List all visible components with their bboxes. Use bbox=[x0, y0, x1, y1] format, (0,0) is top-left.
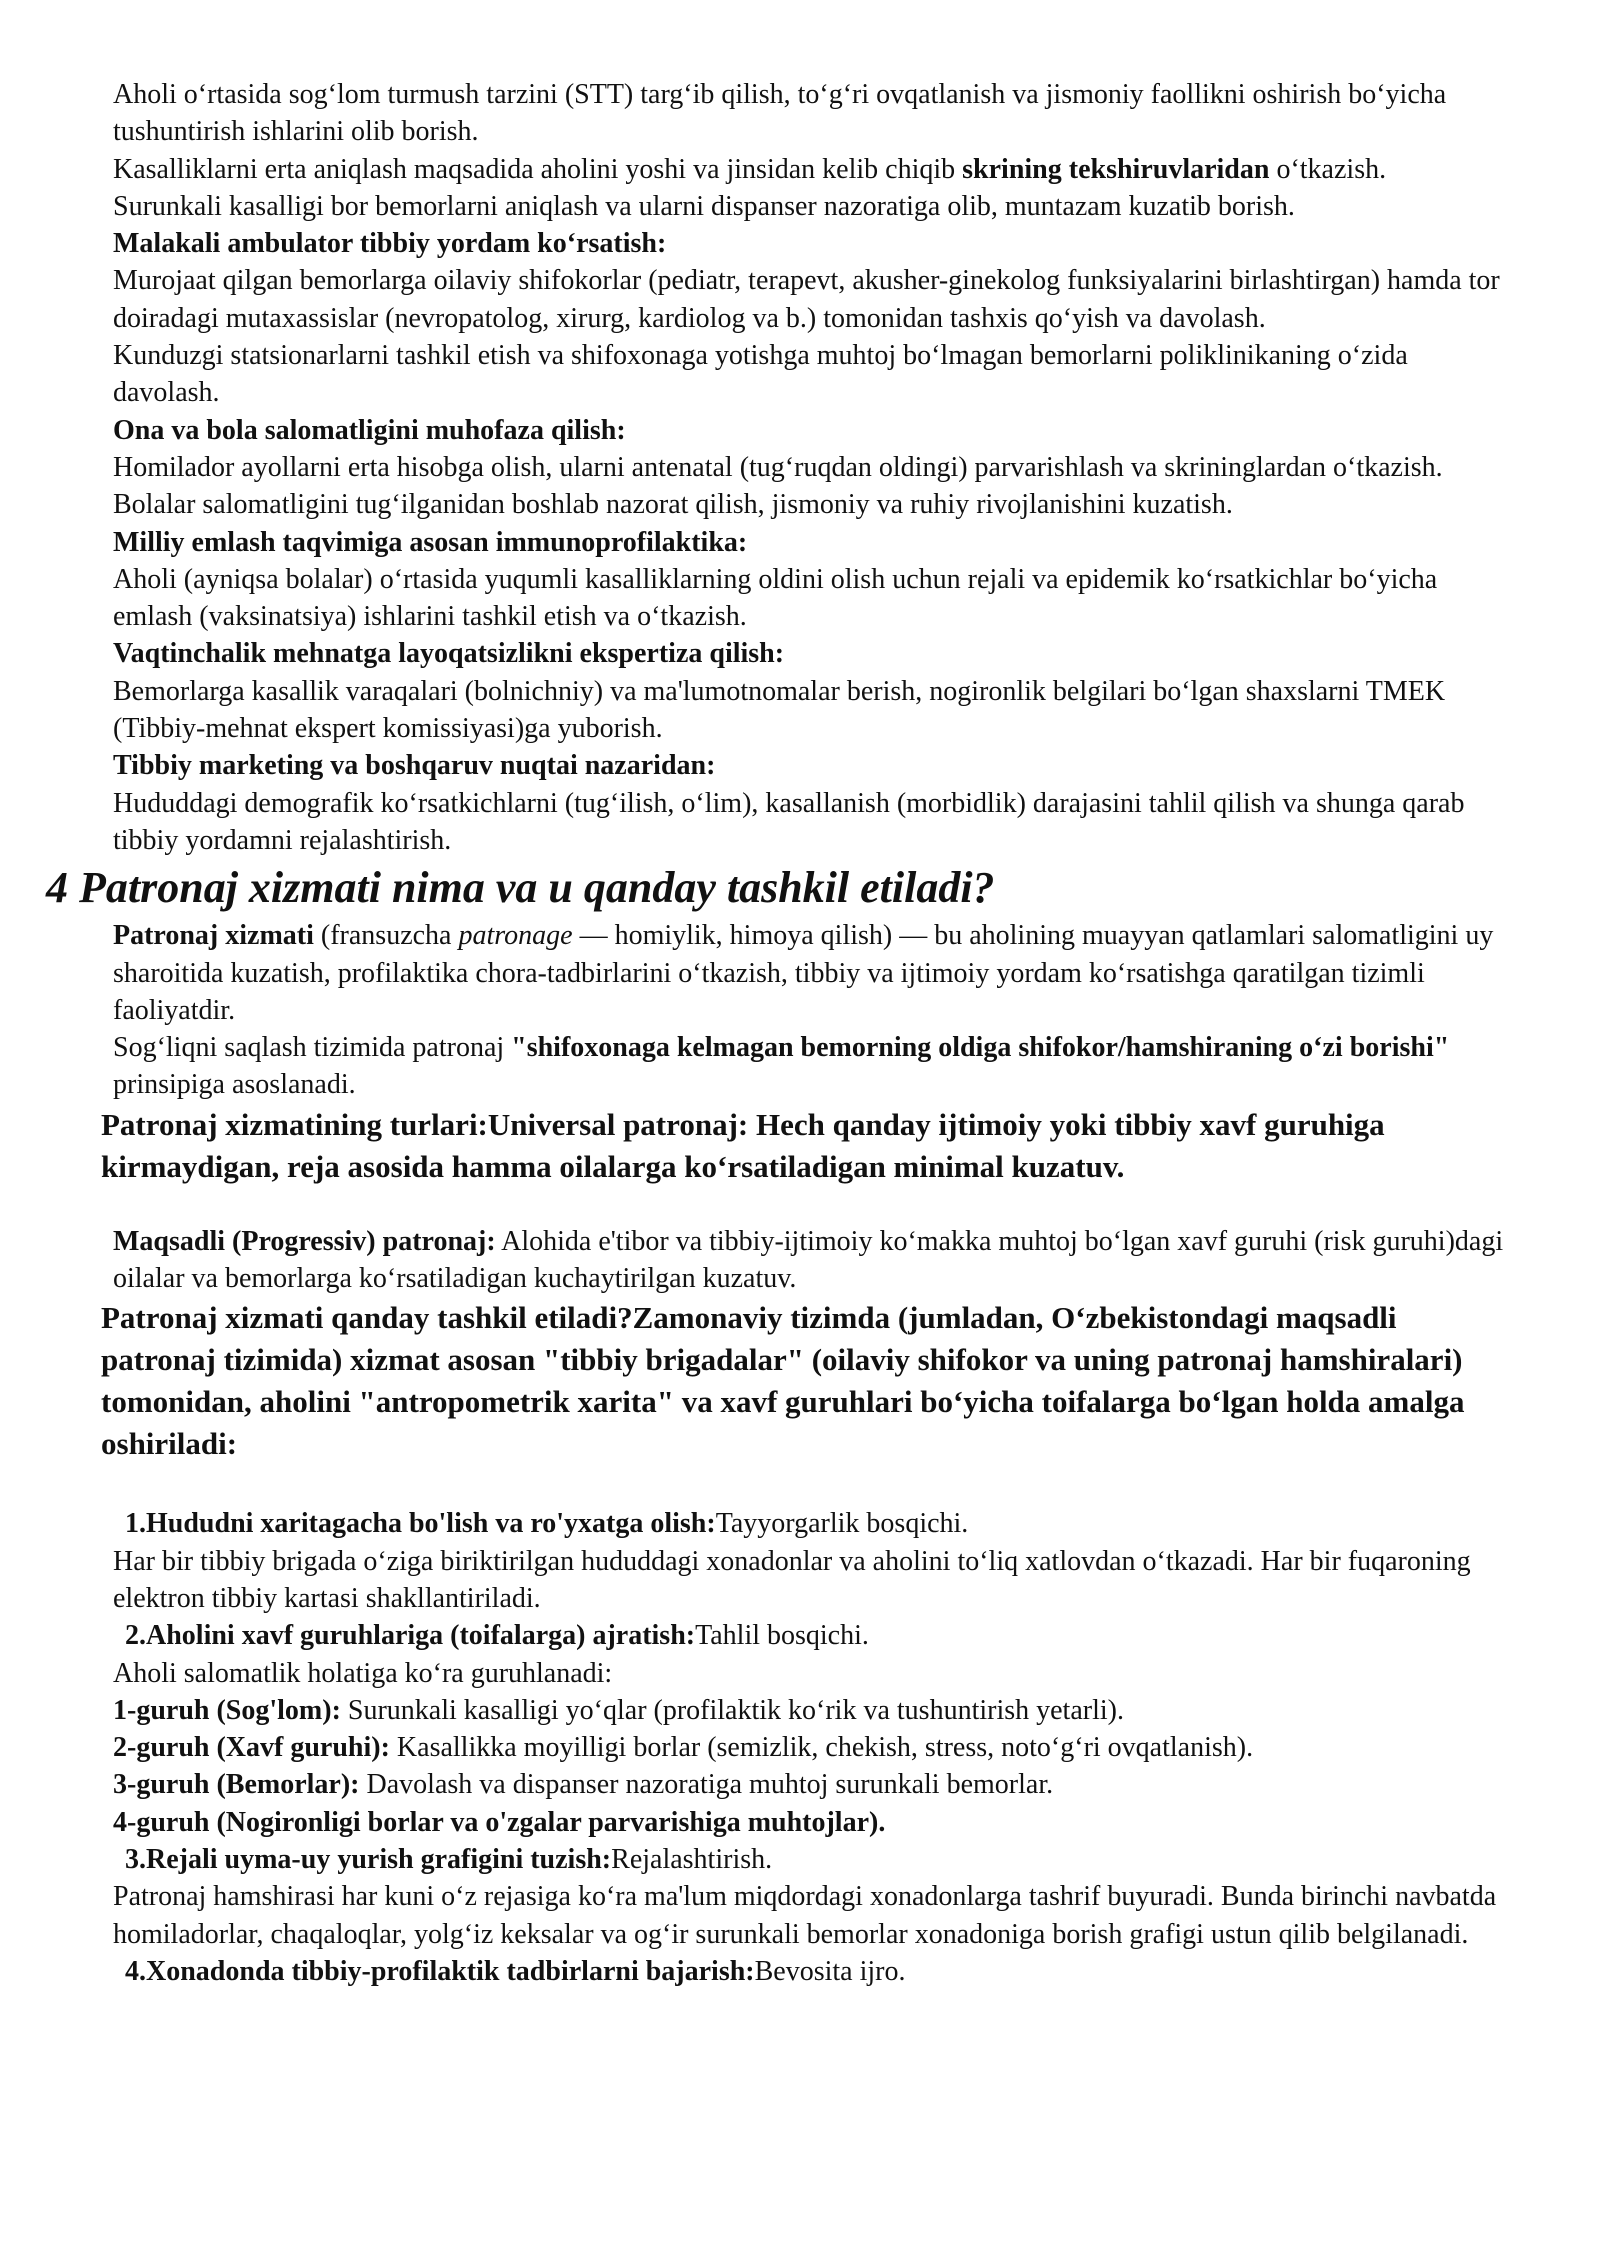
step-2-description: Aholi salomatlik holatiga koʻra guruhlanadi: bbox=[113, 1657, 613, 1689]
step-4: 4.Xonadonda tibbiy-profilaktik tadbirlarni bajarish:Bevosita ijro. bbox=[125, 1955, 906, 1987]
section-title-immunization: Milliy emlash taqvimiga asosan immunoprofilaktika: bbox=[113, 526, 748, 558]
group-item: 4-guruh (Nogironligi borlar va o'zgalar parvarishiga muhtojlar). bbox=[113, 1806, 886, 1838]
section-paragraph: Bemorlarga kasallik varaqalari (bolnichniy) va ma'lumotnomalar berish, nogironlik belgilari boʻlgan shaxslarni TMEK (Tibbiy-mehnat ekspert komissiyasi)ga yuborish. bbox=[113, 675, 1446, 745]
section-title-mother-child: Ona va bola salomatligini muhofaza qilish: bbox=[113, 414, 626, 446]
section-title-disability-expertise: Vaqtinchalik mehnatga layoqatsizlikni ekspertiza qilish: bbox=[113, 638, 785, 670]
section-paragraph: Homilador ayollarni erta hisobga olish, ularni antenatal (tugʻruqdan oldingi) parvarishlash va skrininglardan oʻtkazish. bbox=[113, 451, 1443, 483]
principle-paragraph: Sogʻliqni saqlash tizimida patronaj "shifoxonaga kelmagan bemorning oldiga shifokor/hamshiraning oʻzi borishi" prinsipiga asoslanadi. bbox=[113, 1032, 1450, 1101]
section-title-ambulatory: Malakali ambulator tibbiy yordam koʻrsatish: bbox=[113, 228, 667, 260]
document-body bbox=[46, 76, 1508, 1990]
section-title-marketing: Tibbiy marketing va boshqaruv nuqtai nazaridan: bbox=[113, 750, 716, 782]
question-heading: 4 Patronaj xizmati nima va u qanday tashkil etiladi? bbox=[46, 863, 995, 913]
organization-subheading: Patronaj xizmati qanday tashkil etiladi?Zamonaviy tizimda (jumladan, Oʻzbekistondagi maqsadli patronaj tizimida) xizmat asosan "tibbiy brigadalar" (oilaviy shifokor va uning patronaj hamshiralari) tomonidan, aholini "antropometrik xarita" va xavf guruhlari boʻyicha toifalarga boʻlgan holda amalga oshiriladi: bbox=[101, 1300, 1465, 1462]
group-item: 1-guruh (Sog'lom): Surunkali kasalligi yoʻqlar (profilaktik koʻrik va tushuntirish yetarli). bbox=[113, 1694, 1124, 1726]
targeted-patronage-paragraph: Maqsadli (Progressiv) patronaj: Alohida e'tibor va tibbiy-ijtimoiy koʻmakka muhtoj boʻlgan xavf guruhi (risk guruhi)dagi oilalar va bemorlarga koʻrsatiladigan kuchaytirilgan kuzatuv. bbox=[113, 1225, 1504, 1295]
step-3: 3.Rejali uyma-uy yurish grafigini tuzish:Rejalashtirish. bbox=[125, 1843, 773, 1875]
step-2: 2.Aholini xavf guruhlariga (toifalarga) ajratish:Tahlil bosqichi. bbox=[125, 1620, 869, 1652]
section-paragraph: Kunduzgi statsionarlarni tashkil etish va shifoxonaga yotishga muhtoj boʻlmagan bemorlarni poliklinikaning oʻzida davolash. bbox=[113, 340, 1408, 409]
intro-paragraph-2: Kasalliklarni erta aniqlash maqsadida aholini yoshi va jinsidan kelib chiqib skrining tekshiruvlaridan oʻtkazish. bbox=[113, 153, 1387, 185]
section-paragraph: Hududdagi demografik koʻrsatkichlarni (tugʻilish, oʻlim), kasallanish (morbidlik) darajasini tahlil qilish va shunga qarab tibbiy yordamni rejalashtirish. bbox=[113, 787, 1465, 856]
group-item: 3-guruh (Bemorlar): Davolash va dispanser nazoratiga muhtoj surunkali bemorlar. bbox=[113, 1769, 1054, 1801]
step-1: 1.Hududni xaritagacha bo'lish va ro'yxatga olish:Tayyorgarlik bosqichi. bbox=[125, 1508, 969, 1540]
spacer bbox=[113, 1465, 1508, 1505]
step-3-description: Patronaj hamshirasi har kuni oʻz rejasiga koʻra ma'lum miqdordagi xonadonlarga tashrif buyuradi. Bunda birinchi navbatda homiladorlar, chaqaloqlar, yolgʻiz keksalar va ogʻir surunkali bemorlar xonadoniga borish grafigi ustun qilib belgilanadi. bbox=[113, 1881, 1497, 1950]
spacer bbox=[113, 1188, 1508, 1223]
section-paragraph: Aholi (ayniqsa bolalar) oʻrtasida yuqumli kasalliklarning oldini olish uchun rejali va epidemik koʻrsatkichlar boʻyicha emlash (vaksinatsiya) ishlarini tashkil etish va oʻtkazish. bbox=[113, 563, 1438, 633]
group-item: 2-guruh (Xavf guruhi): Kasallikka moyilligi borlar (semizlik, chekish, stress, notoʻgʻri ovqatlanish). bbox=[113, 1732, 1254, 1764]
types-subheading: Patronaj xizmatining turlari:Universal patronaj: Hech qanday ijtimoiy yoki tibbiy xavf guruhiga kirmaydigan, reja asosida hamma oilalarga koʻrsatiladigan minimal kuzatuv. bbox=[101, 1106, 1385, 1184]
definition-paragraph: Patronaj xizmati (fransuzcha patronage — homiylik, himoya qilish) — bu aholining muayyan qatlamlari salomatligini uy sharoitida kuzatish, profilaktika chora-tadbirlarini oʻtkazish, tibbiy va ijtimoiy yordam koʻrsatishga qaratilgan tizimli faoliyatdir. bbox=[113, 920, 1494, 1026]
step-1-description: Har bir tibbiy brigada oʻziga biriktirilgan hududdagi xonadonlar va aholini toʻliq xatlovdan oʻtkazadi. Har bir fuqaroning elektron tibbiy kartasi shakllantiriladi. bbox=[113, 1545, 1471, 1614]
section-paragraph: Murojaat qilgan bemorlarga oilaviy shifokorlar (pediatr, terapevt, akusher-ginekolog funksiyalarini birlashtirgan) hamda tor doiradagi mutaxassislar (nevropatolog, xirurg, kardiolog va b.) tomonidan tashxis qoʻyish va davolash. bbox=[113, 265, 1500, 334]
intro-paragraph-1: Aholi oʻrtasida sogʻlom turmush tarzini (STT) targʻib qilish, toʻgʻri ovqatlanish va jismoniy faollikni oshirish boʻyicha tushuntirish ishlarini olib borish. bbox=[113, 79, 1447, 148]
section-paragraph: Bolalar salomatligini tugʻilganidan boshlab nazorat qilish, jismoniy va ruhiy rivojlanishini kuzatish. bbox=[113, 489, 1233, 521]
intro-paragraph-3: Surunkali kasalligi bor bemorlarni aniqlash va ularni dispanser nazoratiga olib, muntazam kuzatib borish. bbox=[113, 190, 1295, 222]
